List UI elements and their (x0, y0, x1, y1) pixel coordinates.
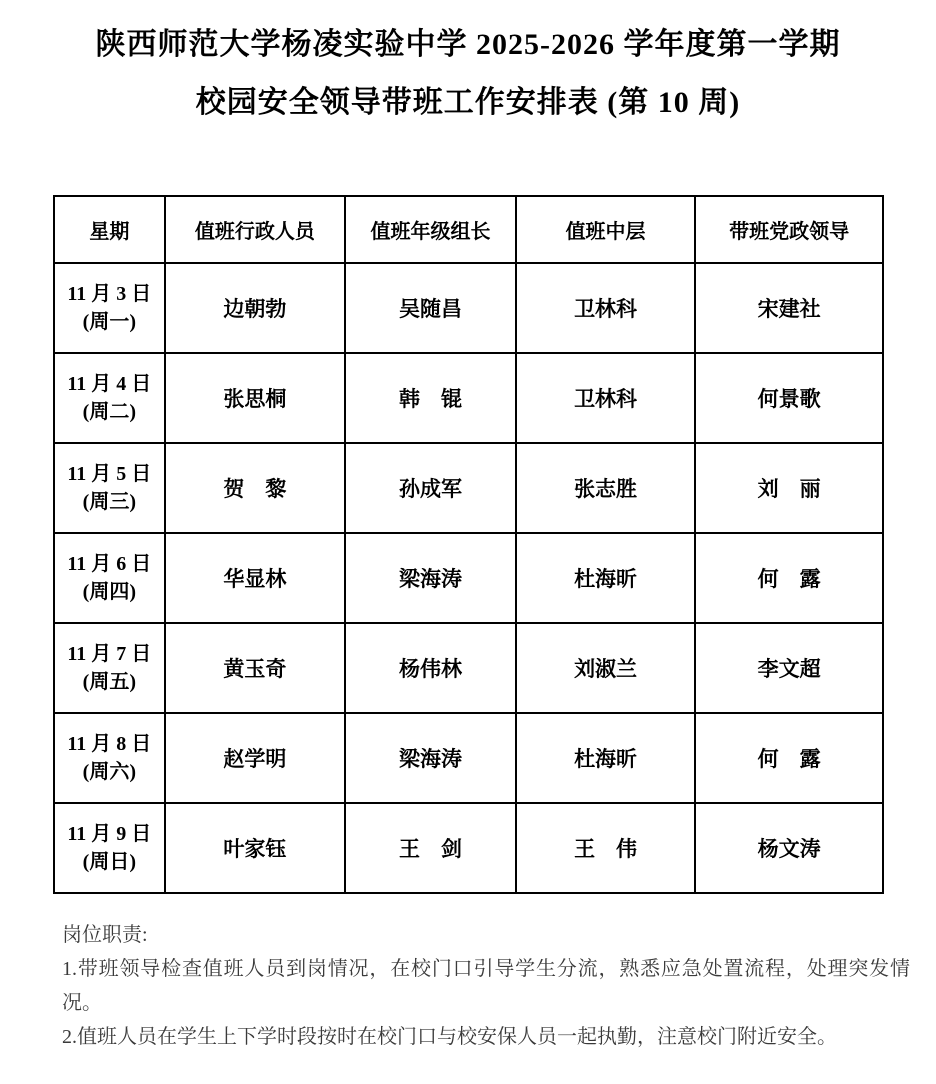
grade-leader-on-duty: 梁海涛 (345, 713, 516, 803)
col-header-middle-level: 值班中层 (516, 196, 696, 263)
grade-leader-on-duty: 吴随昌 (345, 263, 516, 353)
col-header-admin-on-duty: 值班行政人员 (165, 196, 346, 263)
table-row-thu (54, 533, 883, 623)
duty-schedule-table (53, 195, 884, 894)
note-item-2: 2.值班人员在学生上下学时段按时在校门口与校安保人员一起执勤，注意校门附近安全。 (62, 1026, 837, 1048)
date-cell (54, 623, 165, 713)
grade-leader-on-duty: 韩 锟 (345, 353, 516, 443)
weekday-text: (周五) (82, 671, 136, 693)
date-text: 11 月 4 日 (67, 373, 152, 395)
note-item-1: 1.带班领导检查值班人员到岗情况，在校门口引导学生分流，熟悉应急处置流程，处理突发情况。 (62, 958, 910, 1014)
weekday-text: (周三) (82, 491, 136, 513)
admin-on-duty: 叶家钰 (165, 803, 346, 893)
notes-heading: 岗位职责: (62, 924, 148, 946)
col-header-party-leader: 带班党政领导 (695, 196, 883, 263)
weekday-text: (周日) (82, 851, 136, 873)
date-cell (54, 443, 165, 533)
notes-section (62, 918, 910, 1054)
middle-manager-on-duty: 杜海昕 (516, 713, 696, 803)
table-row-sat (54, 713, 883, 803)
middle-manager-on-duty: 杜海昕 (516, 533, 696, 623)
grade-leader-on-duty: 梁海涛 (345, 533, 516, 623)
middle-manager-on-duty: 刘淑兰 (516, 623, 696, 713)
date-text: 11 月 6 日 (67, 553, 152, 575)
middle-manager-on-duty: 卫林科 (516, 353, 696, 443)
middle-manager-on-duty: 卫林科 (516, 263, 696, 353)
table-row-tue (54, 353, 883, 443)
weekday-text: (周一) (82, 311, 136, 333)
party-leader-on-duty: 刘 丽 (695, 443, 883, 533)
middle-manager-on-duty: 张志胜 (516, 443, 696, 533)
admin-on-duty: 赵学明 (165, 713, 346, 803)
middle-manager-on-duty: 王 伟 (516, 803, 696, 893)
admin-on-duty: 张思桐 (165, 353, 346, 443)
party-leader-on-duty: 李文超 (695, 623, 883, 713)
title-line-2: 校园安全领导带班工作安排表 (第 10 周) (195, 86, 741, 119)
table-row-wed (54, 443, 883, 533)
grade-leader-on-duty: 王 剑 (345, 803, 516, 893)
date-text: 11 月 7 日 (67, 643, 152, 665)
date-text: 11 月 3 日 (67, 283, 152, 305)
admin-on-duty: 黄玉奇 (165, 623, 346, 713)
grade-leader-on-duty: 杨伟林 (345, 623, 516, 713)
party-leader-on-duty: 何 露 (695, 533, 883, 623)
admin-on-duty: 边朝勃 (165, 263, 346, 353)
party-leader-on-duty: 杨文涛 (695, 803, 883, 893)
table-row-sun (54, 803, 883, 893)
date-cell (54, 263, 165, 353)
table-row-fri (54, 623, 883, 713)
date-cell (54, 713, 165, 803)
date-cell (54, 353, 165, 443)
admin-on-duty: 贺 黎 (165, 443, 346, 533)
col-header-weekday: 星期 (54, 196, 165, 263)
party-leader-on-duty: 宋建社 (695, 263, 883, 353)
weekday-text: (周四) (82, 581, 136, 603)
date-cell (54, 803, 165, 893)
party-leader-on-duty: 何景歌 (695, 353, 883, 443)
weekday-text: (周二) (82, 401, 136, 423)
date-cell (54, 533, 165, 623)
table-row-mon (54, 263, 883, 353)
col-header-grade-leader: 值班年级组长 (345, 196, 516, 263)
title-line-1: 陕西师范大学杨凌实验中学 2025-2026 学年度第一学期 (95, 28, 841, 61)
document-title (0, 0, 936, 122)
party-leader-on-duty: 何 露 (695, 713, 883, 803)
weekday-text: (周六) (82, 761, 136, 783)
date-text: 11 月 5 日 (67, 463, 152, 485)
date-text: 11 月 9 日 (67, 823, 152, 845)
grade-leader-on-duty: 孙成军 (345, 443, 516, 533)
header-row (54, 196, 883, 263)
date-text: 11 月 8 日 (67, 733, 152, 755)
admin-on-duty: 华显林 (165, 533, 346, 623)
